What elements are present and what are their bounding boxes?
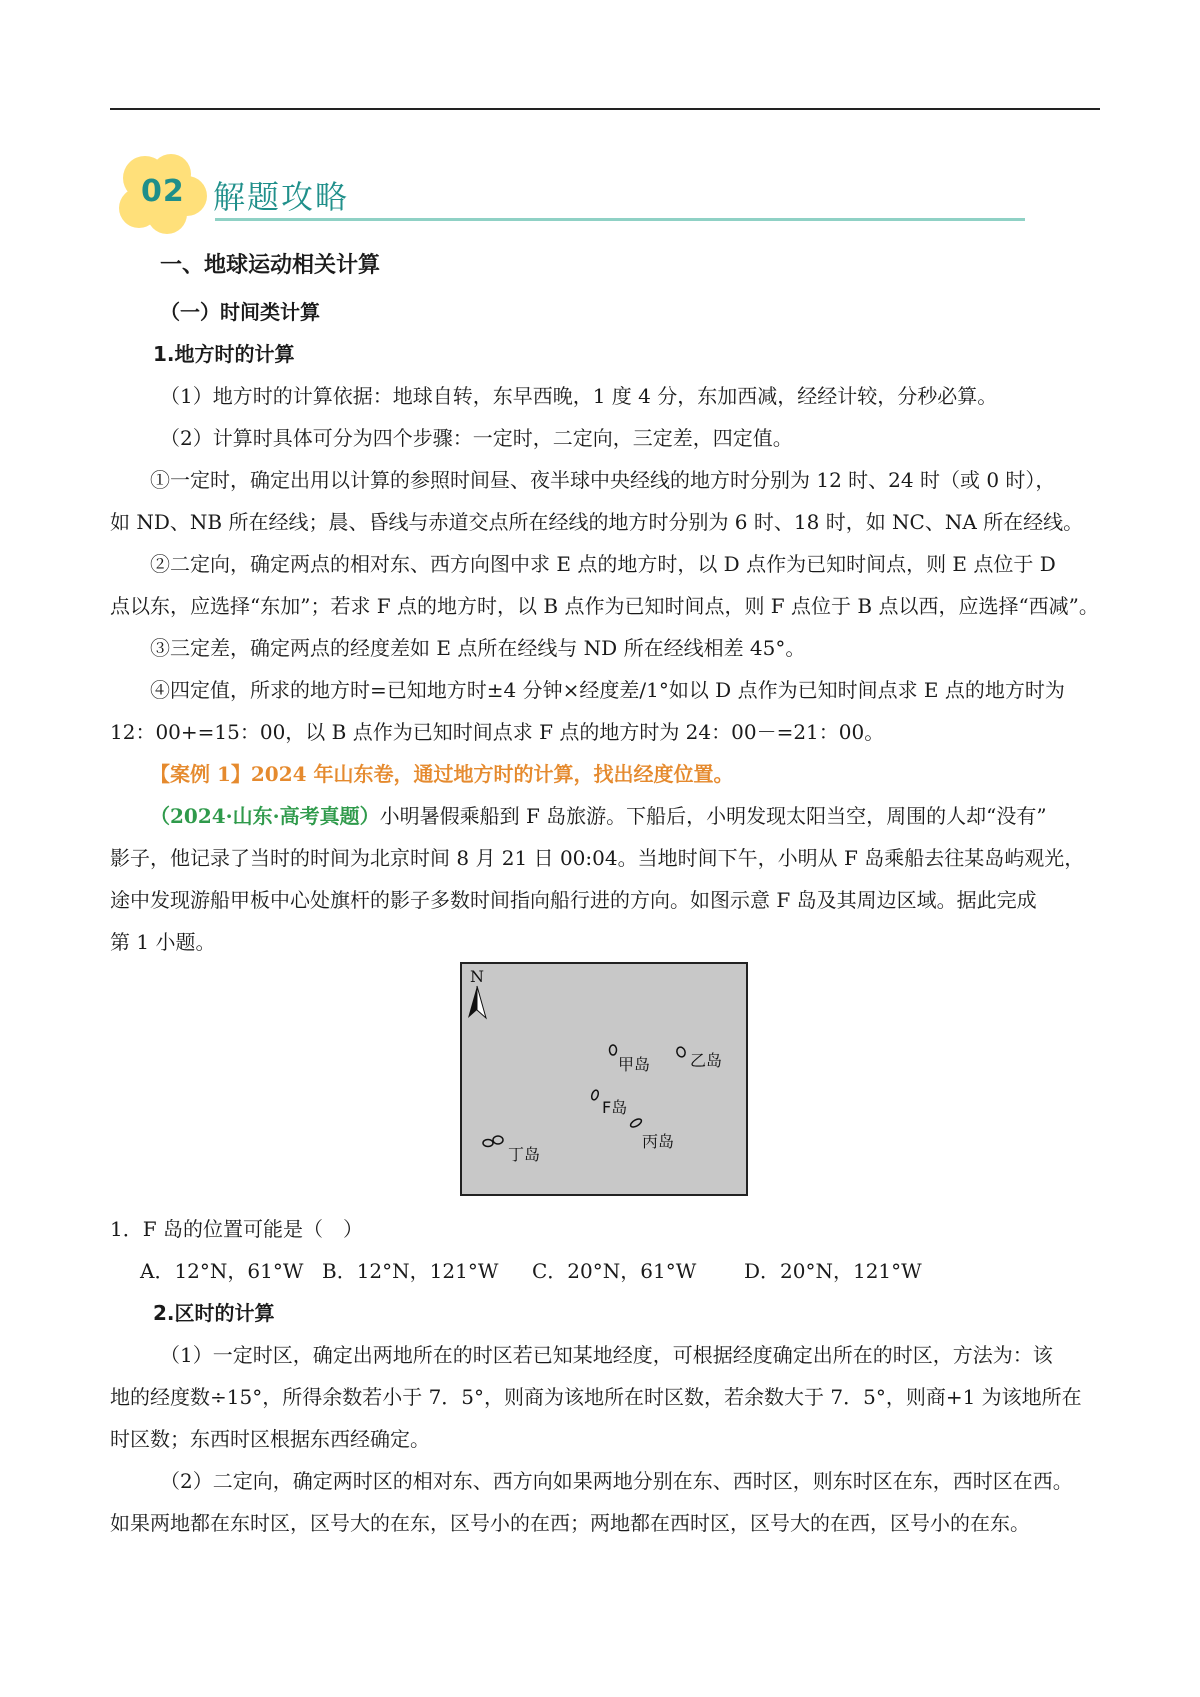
option-c[interactable]: C．20°N，61°W [532, 1259, 697, 1283]
option-b[interactable]: B．12°N，121°W [322, 1259, 499, 1283]
paragraph-1: （1）地方时的计算依据：地球自转，东早西晚，1 度 4 分，东加西减，经经计较，分秒必算。 [160, 384, 998, 408]
case-line-3: 途中发现游船甲板中心处旗杆的影子多数时间指向船行进的方向。如图示意 F 岛及其周边区域。据此完成 [110, 888, 1037, 912]
island-yi-label: 乙岛 [690, 1051, 723, 1070]
option-a[interactable]: A．12°N，61°W [140, 1259, 304, 1283]
heading-1: 一、地球运动相关计算 [160, 253, 381, 278]
heading-4: 2.区时的计算 [153, 1301, 275, 1325]
section-header [115, 150, 1025, 240]
question-1: 1．F 岛的位置可能是（ ） [110, 1217, 363, 1241]
case-line-1 [150, 802, 1047, 830]
island-ding-label: 丁岛 [508, 1145, 541, 1164]
heading-3: 1.地方时的计算 [153, 342, 295, 366]
case-text: 小明暑假乘船到 F 岛旅游。下船后，小明发现太阳当空，周围的人却“没有” [379, 804, 1047, 828]
north-label: N [470, 967, 484, 986]
island-map [460, 962, 748, 1196]
case-title: 【案例 1】2024 年山东卷，通过地方时的计算，找出经度位置。 [150, 762, 734, 786]
case-line-2: 影子，他记录了当时的时间为北京时间 8 月 21 日 00:04。当地时间下午，小明从 F 岛乘船去往某岛屿观光， [110, 846, 1085, 870]
island-jia-label: 甲岛 [618, 1055, 651, 1074]
case-source: （2024·山东·高考真题） [150, 804, 380, 828]
island-bing-label: 丙岛 [642, 1132, 675, 1151]
heading-2: （一）时间类计算 [160, 300, 320, 324]
paragraph-7-line-2: 地的经度数÷15°，所得余数若小于 7．5°，则商为该地所在时区数，若余数大于 7．5°，则商+1 为该地所在 [110, 1385, 1082, 1409]
paragraph-8-line-2: 如果两地都在东时区，区号大的在东，区号小的在西；两地都在西时区，区号大的在西，区号小的在东。 [110, 1511, 1030, 1535]
header-rule [110, 108, 1100, 110]
paragraph-3-line-1: ①一定时，确定出用以计算的参照时间昼、夜半球中央经线的地方时分别为 12 时、24 时（或 0 时）， [150, 468, 1056, 492]
paragraph-7-line-3: 时区数；东西时区根据东西经确定。 [110, 1427, 430, 1451]
section-title: 解题攻略 [213, 178, 350, 216]
option-d[interactable]: D．20°N，121°W [744, 1259, 922, 1283]
map-background [461, 963, 747, 1195]
paragraph-4-line-1: ②二定向，确定两点的相对东、西方向图中求 E 点的地方时，以 D 点作为已知时间点，则 E 点位于 D [150, 552, 1056, 576]
paragraph-3-line-2: 如 ND、NB 所在经线；晨、昏线与赤道交点所在经线的地方时分别为 6 时、18 时，如 NC、NA 所在经线。 [110, 510, 1084, 534]
paragraph-4-line-2: 点以东，应选择“东加”；若求 F 点的地方时，以 B 点作为已知时间点，则 F 点位于 B 点以西，应选择“西减”。 [110, 594, 1099, 618]
paragraph-6-line-2: 12：00+=15：00，以 B 点作为已知时间点求 F 点的地方时为 24：00－=21：00。 [110, 720, 885, 744]
paragraph-5: ③三定差，确定两点的经度差如 E 点所在经线与 ND 所在经线相差 45°。 [150, 636, 806, 660]
paragraph-8-line-1: （2）二定向，确定两时区的相对东、西方向如果两地分别在东、西时区，则东时区在东，西时区在西。 [160, 1469, 1073, 1493]
case-line-4: 第 1 小题。 [110, 930, 216, 954]
paragraph-2: （2）计算时具体可分为四个步骤：一定时，二定向，三定差，四定值。 [160, 426, 793, 450]
paragraph-7-line-1: （1）一定时区，确定出两地所在的时区若已知某地经度，可根据经度确定出所在的时区，方法为：该 [160, 1343, 1053, 1367]
island-f-label: F岛 [602, 1098, 628, 1117]
section-number: 02 [141, 174, 185, 209]
section-underline [215, 218, 1025, 221]
paragraph-6-line-1: ④四定值，所求的地方时=已知地方时±4 分钟×经度差/1°如以 D 点作为已知时间点求 E 点的地方时为 [150, 678, 1065, 702]
